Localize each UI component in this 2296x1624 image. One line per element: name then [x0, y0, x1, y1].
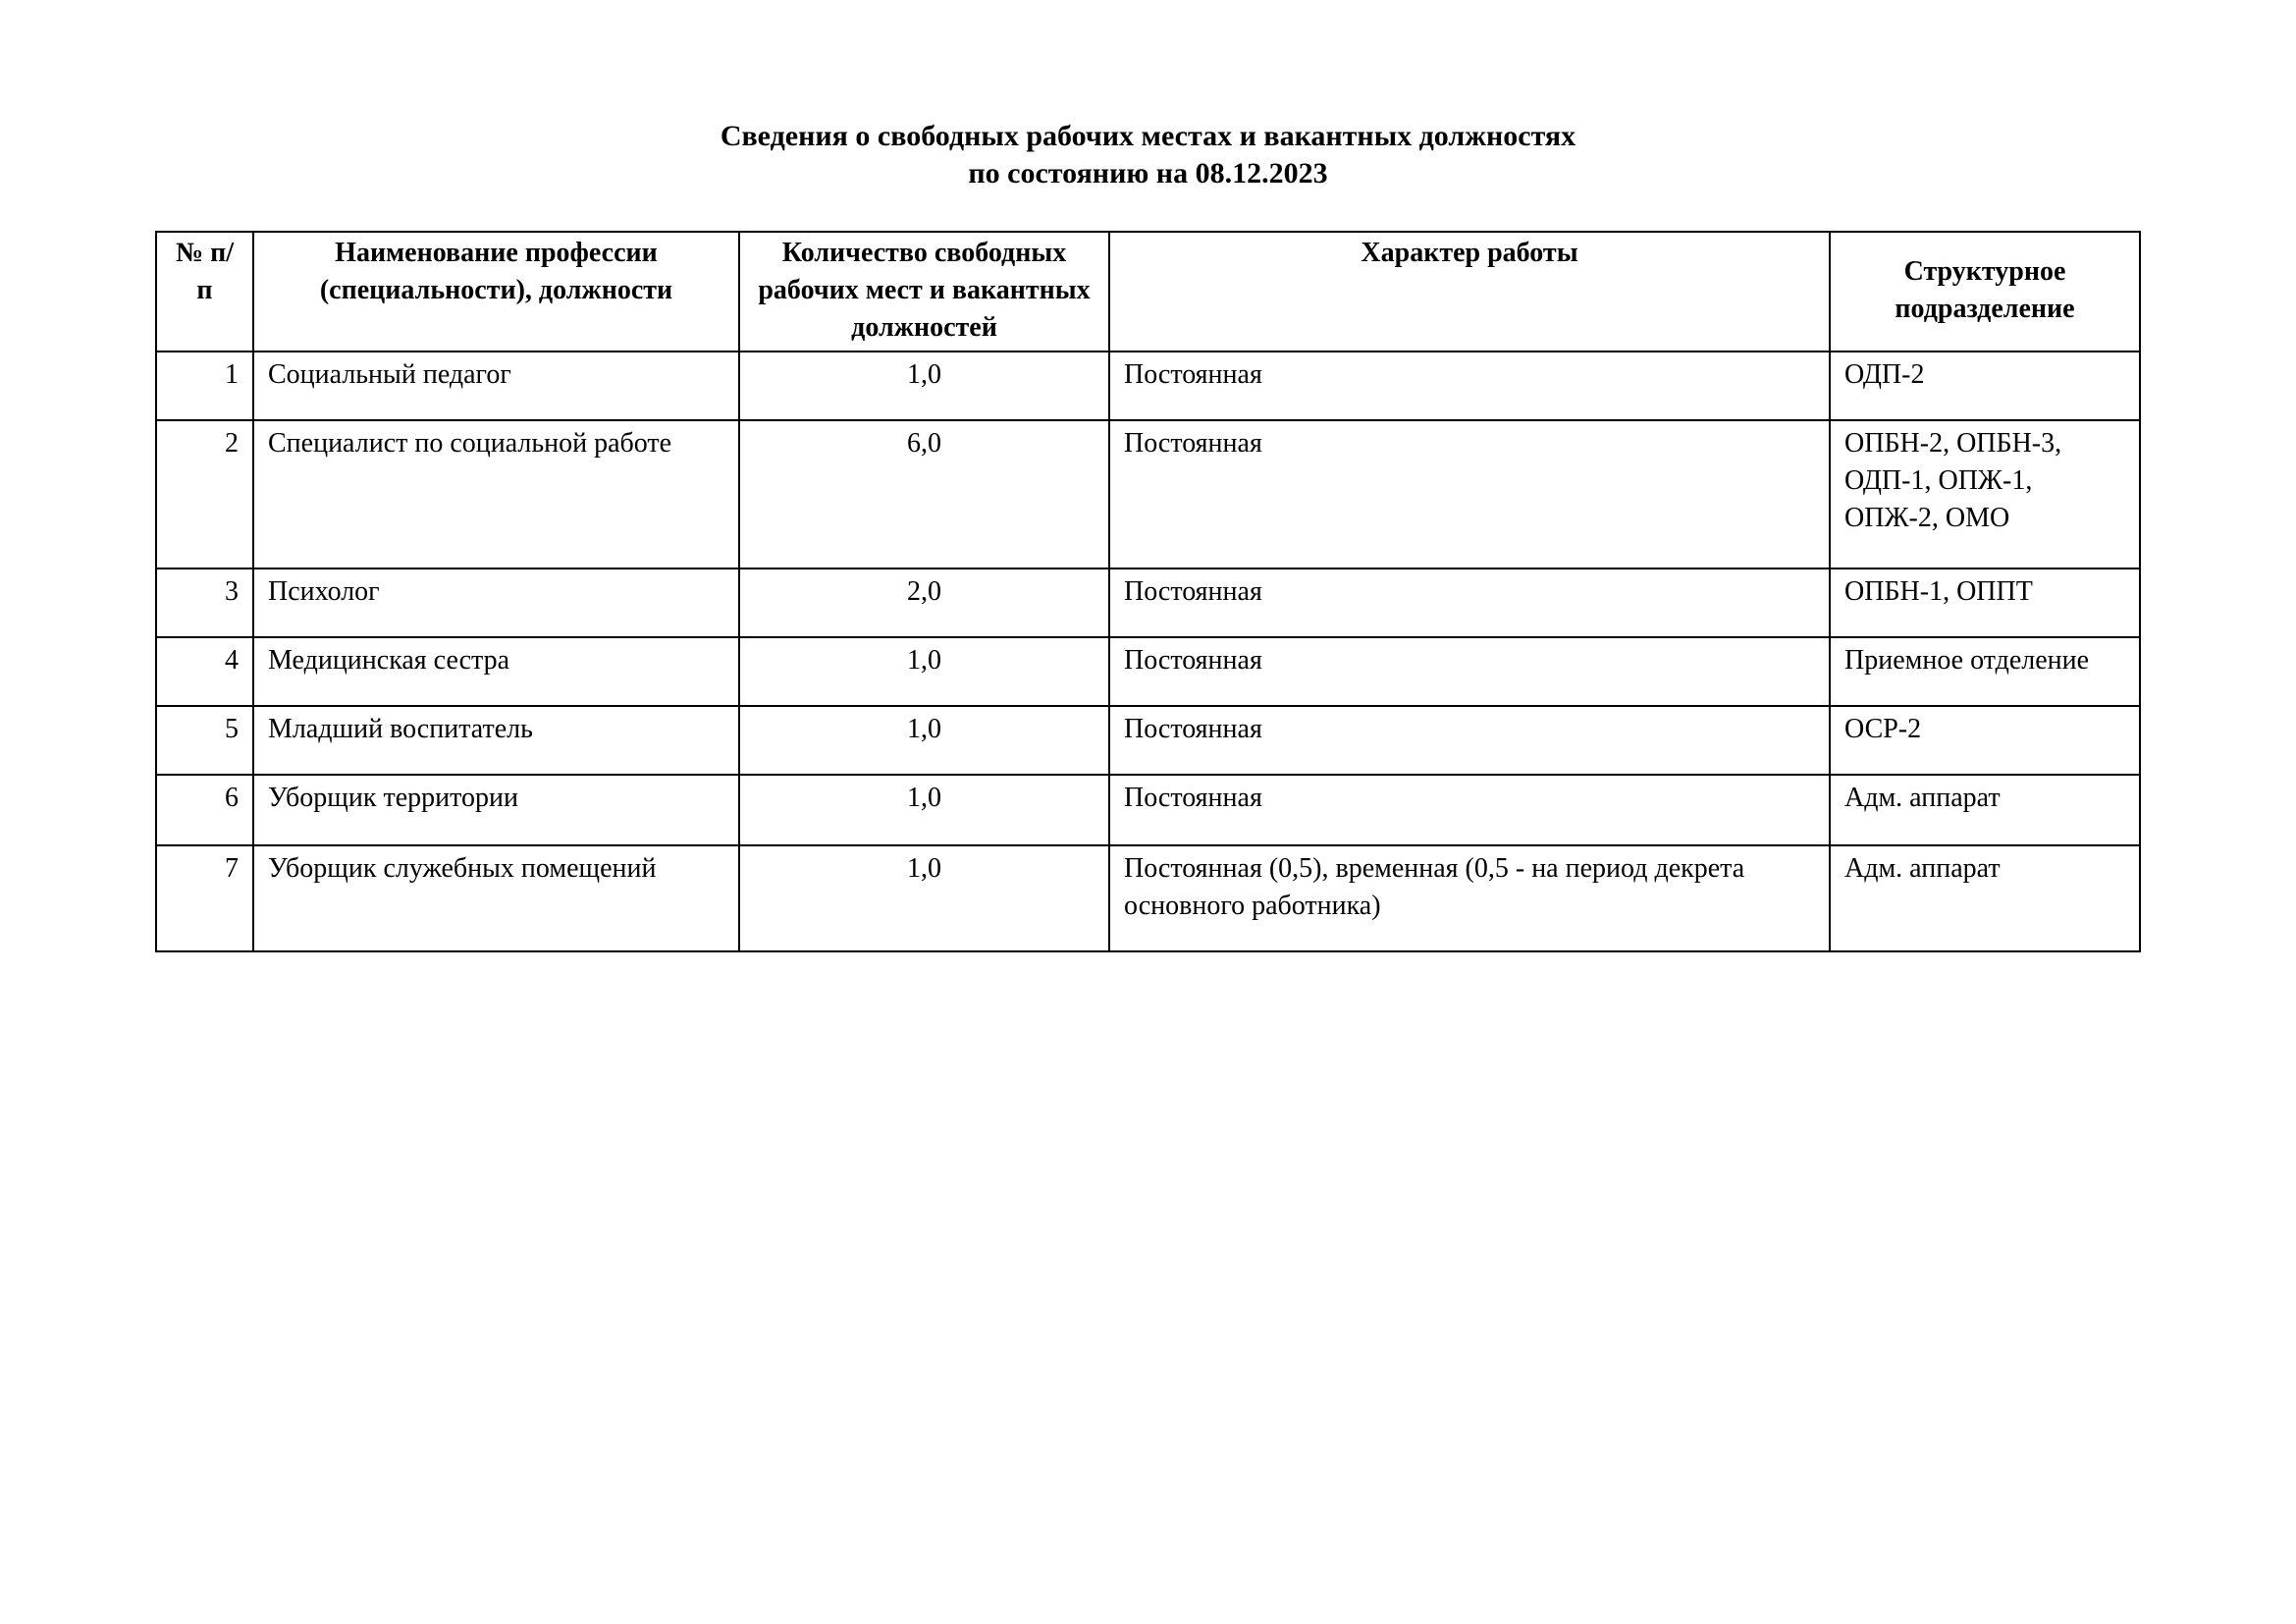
table-row — [156, 637, 2140, 706]
cell-num: 3 — [156, 568, 253, 637]
header-unit: Структурное подразделение — [1830, 232, 2140, 352]
cell-profession: Младший воспитатель — [253, 706, 739, 775]
table-row — [156, 775, 2140, 845]
cell-num: 5 — [156, 706, 253, 775]
cell-nature: Постоянная — [1109, 352, 1830, 420]
cell-count: 1,0 — [739, 775, 1109, 845]
cell-num: 4 — [156, 637, 253, 706]
cell-unit: Приемное отделение — [1830, 637, 2140, 706]
cell-count: 6,0 — [739, 420, 1109, 568]
vacancies-table — [155, 231, 2141, 952]
cell-num: 7 — [156, 845, 253, 951]
table-row — [156, 845, 2140, 951]
header-num: № п/п — [156, 232, 253, 352]
cell-num: 1 — [156, 352, 253, 420]
cell-num: 2 — [156, 420, 253, 568]
cell-profession: Социальный педагог — [253, 352, 739, 420]
cell-nature: Постоянная (0,5), временная (0,5 - на период декрета основного работника) — [1109, 845, 1830, 951]
cell-unit: ОПБН-1, ОППТ — [1830, 568, 2140, 637]
cell-profession: Уборщик служебных помещений — [253, 845, 739, 951]
header-profession: Наименование профессии (специальности), должности — [253, 232, 739, 352]
document-title — [0, 118, 2296, 192]
cell-profession: Медицинская сестра — [253, 637, 739, 706]
table-row — [156, 568, 2140, 637]
title-line-2: по состоянию на 08.12.2023 — [968, 157, 1328, 189]
cell-nature: Постоянная — [1109, 420, 1830, 568]
cell-num: 6 — [156, 775, 253, 845]
table-row — [156, 352, 2140, 420]
cell-count: 1,0 — [739, 637, 1109, 706]
table-row — [156, 706, 2140, 775]
cell-count: 1,0 — [739, 352, 1109, 420]
cell-profession: Психолог — [253, 568, 739, 637]
cell-unit: ОСР-2 — [1830, 706, 2140, 775]
cell-count: 1,0 — [739, 845, 1109, 951]
cell-count: 1,0 — [739, 706, 1109, 775]
table-row — [156, 420, 2140, 568]
cell-unit: Адм. аппарат — [1830, 845, 2140, 951]
cell-unit: ОПБН-2, ОПБН-3, ОДП-1, ОПЖ-1, ОПЖ-2, ОМО — [1830, 420, 2140, 568]
cell-unit: Адм. аппарат — [1830, 775, 2140, 845]
cell-count: 2,0 — [739, 568, 1109, 637]
cell-nature: Постоянная — [1109, 568, 1830, 637]
header-count: Количество свободных рабочих мест и вакантных должностей — [739, 232, 1109, 352]
cell-nature: Постоянная — [1109, 637, 1830, 706]
cell-nature: Постоянная — [1109, 775, 1830, 845]
cell-nature: Постоянная — [1109, 706, 1830, 775]
cell-profession: Специалист по социальной работе — [253, 420, 739, 568]
cell-unit: ОДП-2 — [1830, 352, 2140, 420]
header-nature: Характер работы — [1109, 232, 1830, 352]
table-header-row — [156, 232, 2140, 352]
title-line-1: Сведения о свободных рабочих местах и вакантных должностях — [720, 120, 1576, 152]
cell-profession: Уборщик территории — [253, 775, 739, 845]
